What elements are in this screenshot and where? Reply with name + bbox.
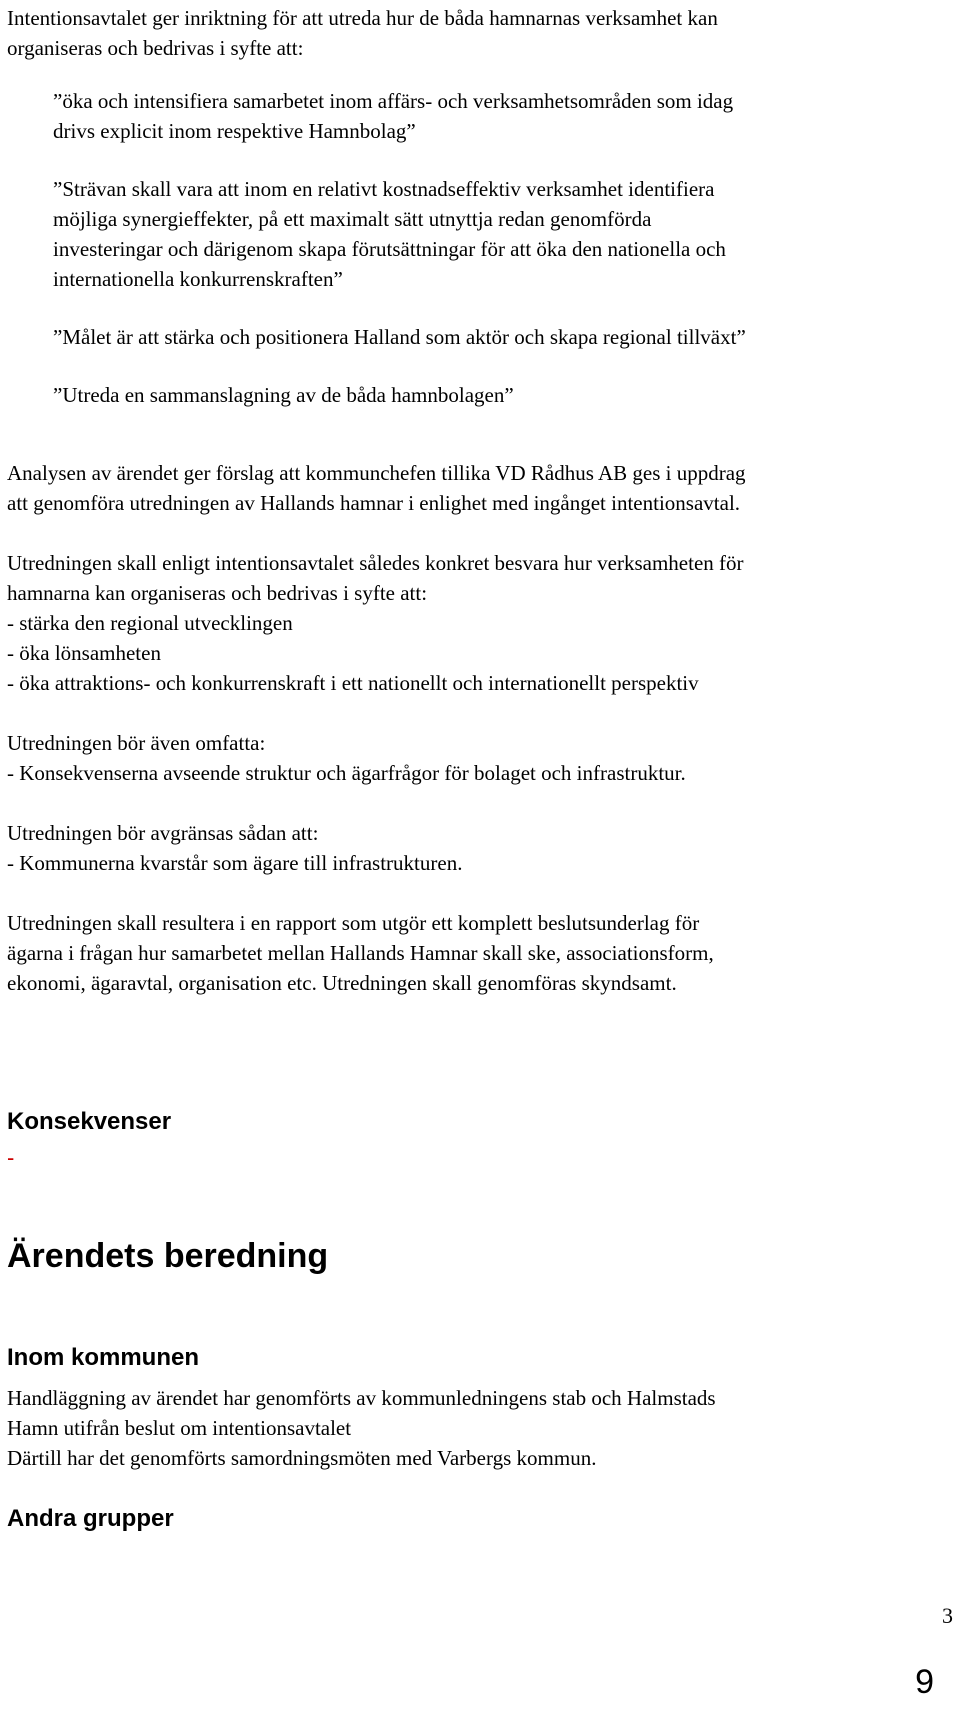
quote-line: investeringar och därigenom skapa förutsättningar för att öka den nationella och [53, 237, 726, 261]
page-number-large: 9 [915, 1663, 934, 1701]
quote-item [53, 380, 947, 410]
result-paragraph [7, 908, 947, 998]
intro-line: Intentionsavtalet ger inriktning för att utreda hur de båda hamnarnas verksamhet kan [7, 6, 718, 30]
quote-list [7, 86, 947, 410]
quote-line: ”Strävan skall vara att inom en relativt kostnadseffektiv verksamhet identifiera [53, 177, 715, 201]
scope-paragraph [7, 548, 947, 698]
heading-konsekvenser: Konsekvenser [7, 1108, 172, 1135]
analysis-paragraph [7, 458, 947, 518]
konsekvenser-dash: - [7, 1145, 15, 1170]
page-number-small: 3 [942, 1603, 953, 1628]
intro-paragraph [7, 3, 947, 63]
quote-item [53, 174, 947, 294]
quote-line: ”öka och intensifiera samarbetet inom affärs- och verksamhetsområden som idag [53, 89, 734, 113]
paragraph-line: Utredningen bör avgränsas sådan att: [7, 821, 319, 845]
paragraph-line: Utredningen skall enligt intentionsavtalet således konkret besvara hur verksamheten för [7, 551, 744, 575]
quote-line: ”Utreda en sammanslagning av de båda hamnbolagen” [53, 383, 514, 407]
quote-item [53, 86, 947, 146]
include-paragraph [7, 728, 947, 788]
paragraph-line: Hamn utifrån beslut om intentionsavtalet [7, 1416, 352, 1440]
paragraph-line: ägarna i frågan hur samarbetet mellan Hallands Hamnar skall ske, associationsform, [7, 941, 714, 965]
heading-inom-kommunen: Inom kommunen [7, 1344, 200, 1371]
heading-arendets-beredning: Ärendets beredning [7, 1237, 329, 1275]
paragraph-line: Handläggning av ärendet har genomförts av kommunledningens stab och Halmstads [7, 1386, 716, 1410]
bullet-line: - Kommunerna kvarstår som ägare till infrastrukturen. [7, 851, 463, 875]
inom-kommunen-paragraph [7, 1383, 947, 1473]
bullet-line: - Konsekvenserna avseende struktur och ägarfrågor för bolaget och infrastruktur. [7, 761, 686, 785]
quote-item [53, 322, 947, 352]
bullet-line: - öka attraktions- och konkurrenskraft i ett nationellt och internationellt perspektiv [7, 671, 699, 695]
quote-line: möjliga synergieffekter, på ett maximalt sätt utnyttja redan genomförda [53, 207, 652, 231]
heading-andra-grupper: Andra grupper [7, 1505, 174, 1532]
quote-line: drivs explicit inom respektive Hamnbolag” [53, 119, 416, 143]
paragraph-line: ekonomi, ägaravtal, organisation etc. Utredningen skall genomföras skyndsamt. [7, 971, 677, 995]
paragraph-line: Därtill har det genomförts samordningsmöten med Varbergs kommun. [7, 1446, 597, 1470]
quote-line: internationella konkurrenskraften” [53, 267, 343, 291]
intro-line: organiseras och bedrivas i syfte att: [7, 36, 304, 60]
paragraph-line: Analysen av ärendet ger förslag att kommunchefen tillika VD Rådhus AB ges i uppdrag [7, 461, 746, 485]
paragraph-line: Utredningen bör även omfatta: [7, 731, 266, 755]
paragraph-line: hamnarna kan organiseras och bedrivas i syfte att: [7, 581, 428, 605]
bullet-line: - öka lönsamheten [7, 641, 161, 665]
document-body [7, 0, 947, 998]
limit-paragraph [7, 818, 947, 878]
quote-line: ”Målet är att stärka och positionera Halland som aktör och skapa regional tillväxt” [53, 325, 746, 349]
bullet-line: - stärka den regional utvecklingen [7, 611, 293, 635]
paragraph-line: att genomföra utredningen av Hallands hamnar i enlighet med ingånget intentionsavtal. [7, 491, 741, 515]
paragraph-line: Utredningen skall resultera i en rapport som utgör ett komplett beslutsunderlag för [7, 911, 700, 935]
